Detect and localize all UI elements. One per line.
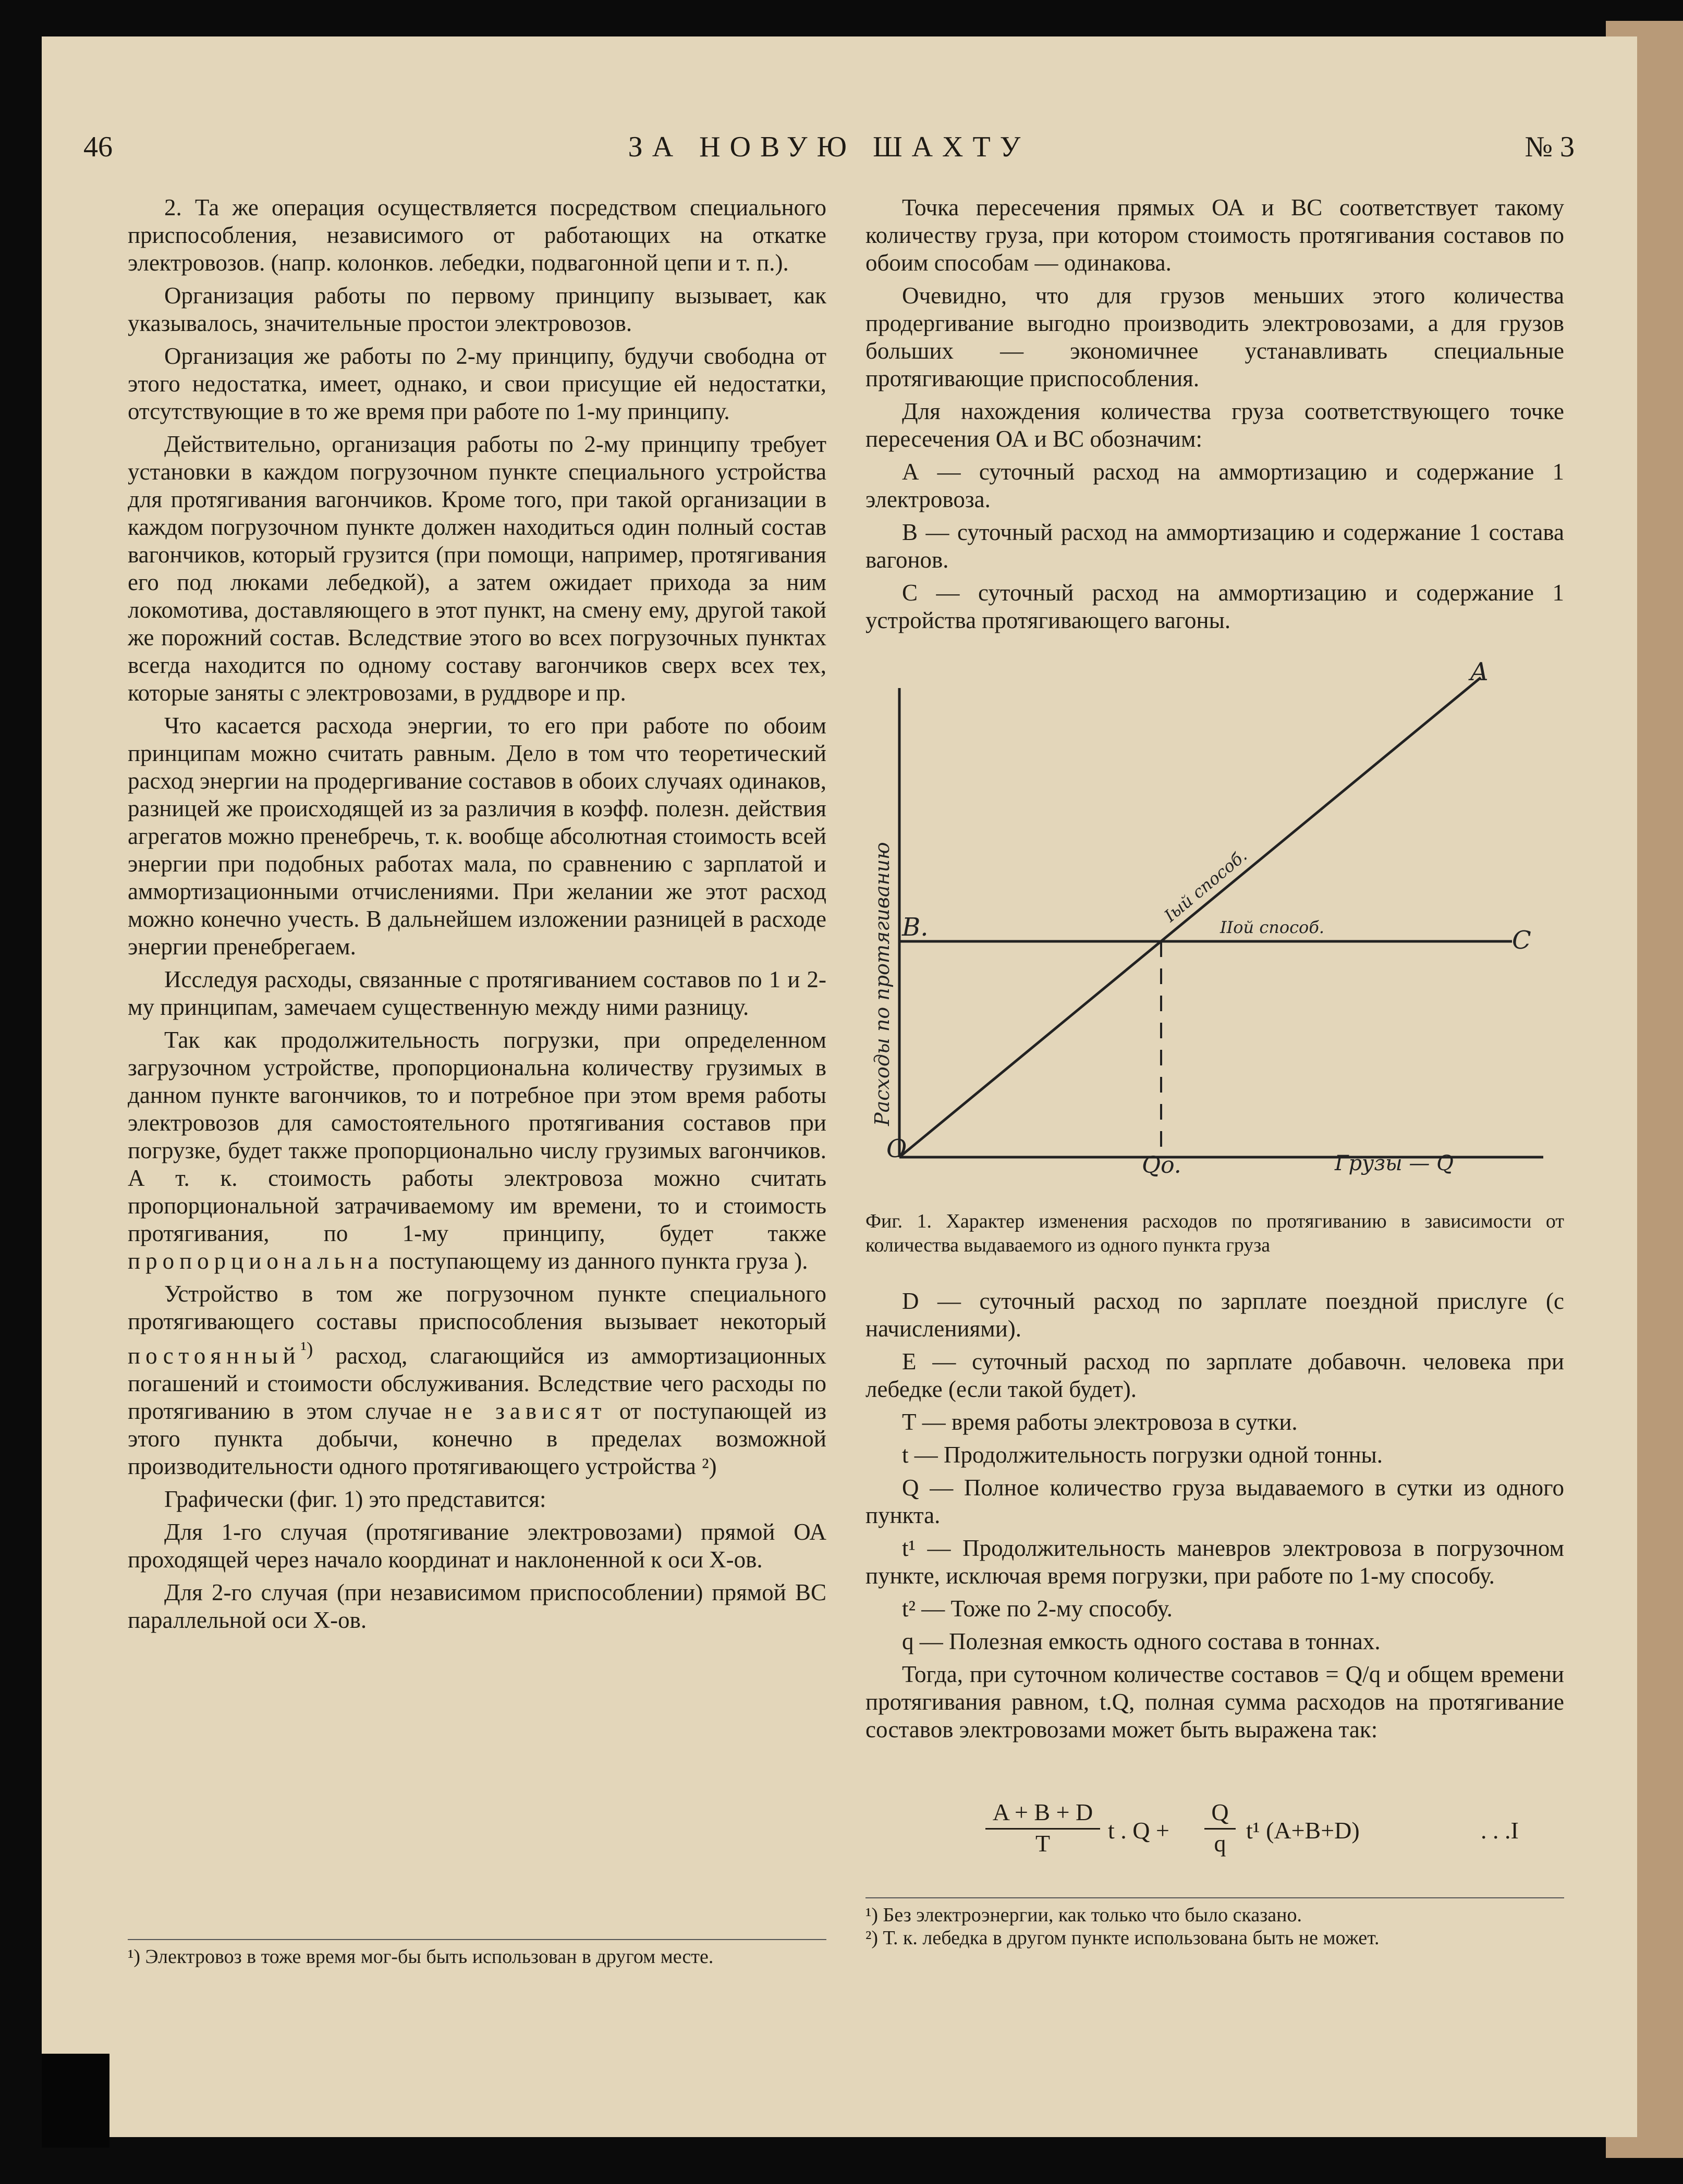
line2-label: IIой способ. (1220, 917, 1325, 937)
definition: t¹ — Продолжительность маневров электровоза в погрузочном пункте, исключая время погрузки, при работе по 1-му способу. (865, 1535, 1564, 1589)
paragraph: Так как продолжительность погрузки, при определенном загрузочном устройстве, пропорциональна количеству грузимых в данном пункте вагончиков, то и потребное при этом время работы электровозов для самостоятельного протягивания составов при погрузке, будет также пропорционально числу грузимых вагончиков. А т. к. стоимость работы электровоза можно считать пропорциональной затрачиваемому им времени, то и стоимость протягивания, по 1-му принципу, будет также пропорциональна поступающему из данного пункта груза ). (128, 1027, 826, 1274)
paragraph: Тогда, при суточном количестве составов = Q/q и общем времени протягивания равном, t.Q, полная сумма расходов на протягивание составов электровозами может быть выражена так: (865, 1661, 1564, 1743)
point-a-label: A (1470, 657, 1489, 686)
paragraph: Очевидно, что для грузов меньших этого количества продергивание выгодно производить электровозами, а для грузов больших — экономичнее устанавливать специальные протягивающие приспособления. (865, 283, 1564, 391)
paragraph: Точка пересечения прямых ОА и ВС соответствует такому количеству груза, при котором стоимость протягивания составов по обоим способам — одинакова. (865, 194, 1564, 276)
footnotes-right (865, 1897, 1564, 1949)
paragraph: 2. Та же операция осуществляется посредством специального приспособления, независимого от работающих на откатке электровозов. (напр. колонков. лебедки, подвагонной цепи и т. п.). (128, 194, 826, 276)
x-axis-label: Грузы — Q (1335, 1151, 1454, 1175)
emphasis: постоянный (128, 1343, 301, 1369)
footnote: ²) Т. к. лебедка в другом пункте использована быть не может. (865, 1927, 1380, 1949)
left-column (128, 194, 826, 1639)
point-c-label: C (1512, 926, 1531, 955)
paragraph: Для 2-го случая (при независимом приспособлении) прямой ВС параллельной оси Х-ов. (128, 1579, 826, 1633)
journal-title: ЗА НОВУЮ ШАХТУ (628, 131, 1030, 163)
definition: А — суточный расход на аммортизацию и содержание 1 электровоза. (865, 459, 1564, 512)
definition: Т — время работы электровоза в сутки. (902, 1409, 1298, 1435)
formula-tail: t¹ (A+B+D) (1246, 1817, 1360, 1844)
fraction-q: $\frac{Q}{q}$ (1204, 1798, 1236, 1857)
figure-caption: Фиг. 1. Характер изменения расходов по протягиванию в зависимости от количества выдаваемого из одного пункта груза (865, 1210, 1564, 1256)
definition: D — суточный расход по зарплате поездной прислуге (с начислениями). (865, 1288, 1564, 1342)
origin-label: O (886, 1134, 907, 1163)
paragraph: Исследуя расходы, связанные с протягиванием составов по 1 и 2-му принципам, замечаем существенную между ними разницу. (128, 966, 826, 1020)
paragraph: Графически (фиг. 1) это представится: (164, 1486, 546, 1512)
scan-corner (42, 2054, 109, 2148)
footnote: ¹) Без электроэнергии, как только что было сказано. (865, 1904, 1302, 1926)
paragraph: Что касается расхода энергии, то его при работе по обоим принципам можно считать равным. Дело в том что теоретический расход энергии на продергивание составов в обоих случаях одинаков, разницей же происходящей из за различия в коэфф. полезн. действия агрегатов можно пренебречь, т. к. вообще абсолютная стоимость всей энергии при подобных работах мала, по сравнению с зарплатой и аммортизационными отчислениями. При желании же этот расход можно конечно учесть. В дальнейшем изложении разницей в расходе энергии пренебрегаем. (128, 713, 826, 960)
page-number: 46 (83, 131, 113, 163)
definition: Q — Полное количество груза выдаваемого в сутки из одного пункта. (865, 1475, 1564, 1528)
emphasis: не зависят (444, 1398, 607, 1424)
paragraph: Для нахождения количества груза соответствующего точке пересечения ОА и ВС обозначим: (865, 398, 1564, 452)
footnote-left: ¹) Электровоз в тоже время мог-бы быть использован в другом месте. (128, 1939, 826, 1968)
definition: q — Полезная емкость одного состава в тоннах. (902, 1628, 1381, 1654)
line1-label: Iый способ. (1160, 845, 1251, 926)
paragraph: Действительно, организация работы по 2-му принципу требует установки в каждом погрузочном пункте специального устройства для протягивания вагончиков. Кроме того, при такой организации в каждом погрузочном пункте должен находиться один полный состав вагончиков, который грузится (при помощи, например, протягивания его под люками лебедкой), а затем ожидает прихода за ним локомотива, доставляющего в этот пункт, на смену ему, другой такой же порожний состав. Вследствие этого во всех погрузочных пунктах всегда находится по одному составу вагончиков сверх всех тех, которые заняты с электровозами, в руддворе и пр. (128, 431, 826, 706)
definition: Е — суточный расход по зарплате добавочн. человека при лебедке (если такой будет). (865, 1348, 1564, 1402)
point-b-label: B. (902, 913, 929, 942)
line-oa (899, 678, 1481, 1157)
y-axis-label: Расходы по протягиванию (871, 842, 894, 1126)
formula-number: . . .I (1481, 1817, 1519, 1844)
q0-label: Qo. (1142, 1152, 1181, 1179)
figure-1 (865, 657, 1564, 1179)
definition: t² — Тоже по 2-му способу. (902, 1596, 1173, 1622)
paragraph: Для 1-го случая (протягивание электровозами) прямой ОА проходящей через начало координат и наклоненной к оси Х-ов. (128, 1519, 826, 1573)
formula-middle: t . Q + (1108, 1817, 1169, 1844)
definition: В — суточный расход на аммортизацию и содержание 1 состава вагонов. (865, 519, 1564, 573)
definition: С — суточный расход на аммортизацию и содержание 1 устройства протягивающего вагоны. (865, 580, 1564, 633)
fraction-abd: $\frac{A + B + D}{T}$ (985, 1798, 1100, 1857)
definition: t — Продолжительность погрузки одной тонны. (902, 1442, 1383, 1468)
emphasis: пропорциональна (128, 1248, 384, 1274)
page-header (83, 130, 1575, 177)
paragraph: Устройство в том же погрузочном пункте специального протягивающего составы приспособления вызывает некоторый постоянный$^{^1)}$ расход, слагающийся из аммортизационных погашений и стоимости обслуживания. Вследствие чего расходы по протягиванию в этом случае не зависят от поступающей из этого пункта добычи, конечно в пределах возможной производительности одного протягивающего устройства ²) (128, 1281, 826, 1479)
paragraph: Организация работы по первому принципу вызывает, как указывалось, значительные простои электровозов. (128, 283, 826, 336)
formula-1 (865, 1783, 1564, 1871)
paragraph: Организация же работы по 2-му принципу, будучи свободна от этого недостатка, имеет, однако, и свои присущие ей недостатки, отсутствующие в то же время при работе по 1-му принципу. (128, 343, 826, 424)
cost-diagram (865, 657, 1564, 1179)
issue-number: № 3 (1525, 131, 1575, 163)
right-column-bottom (865, 1287, 1564, 1749)
right-column-top (865, 194, 1564, 640)
